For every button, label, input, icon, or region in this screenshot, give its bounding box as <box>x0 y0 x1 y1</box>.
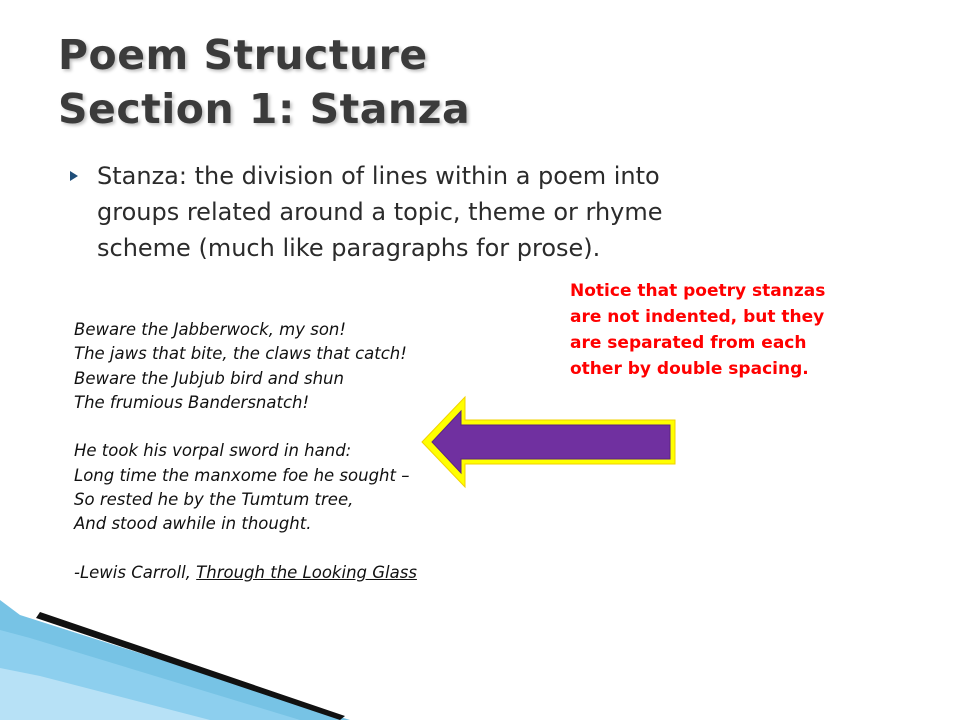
title-line-1: Poem Structure <box>58 31 428 79</box>
poem-line: Beware the Jabberwock, my son! <box>74 320 346 339</box>
definition-text: : the division of lines within a poem into <box>178 162 660 190</box>
note-line-3: are separated from each <box>570 333 807 353</box>
stanza-gap <box>74 537 554 561</box>
corner-decoration <box>0 590 360 720</box>
note-line-1: Notice that poetry stanzas <box>570 281 826 301</box>
triangle-bullet-icon <box>70 171 78 181</box>
definition-line-3: scheme (much like paragraphs for prose). <box>97 234 601 262</box>
note-line-4: other by double spacing. <box>570 359 809 379</box>
poem-attribution <box>74 561 554 585</box>
poem-line: The frumious Bandersnatch! <box>74 392 310 412</box>
definition-line-2: groups related around a topic, theme or rhyme <box>97 198 663 226</box>
definition-bullet <box>70 158 890 266</box>
poem-line: He took his vorpal sword in hand: <box>74 441 352 461</box>
note-line-2: are not indented, but they <box>570 307 825 327</box>
attribution-author: -Lewis Carroll, <box>74 562 197 582</box>
poem-line: Beware the Jubjub bird and shun <box>74 368 344 388</box>
title-line-2: Section 1: Stanza <box>58 85 471 133</box>
poem-line: Long time the manxome foe he sought – <box>74 465 410 485</box>
definition-line-1 <box>97 158 890 194</box>
poem-line: The jaws that bite, the claws that catch! <box>74 344 407 364</box>
stanza-note <box>570 278 870 382</box>
definition-term: Stanza <box>97 162 179 190</box>
slide-title <box>58 28 470 136</box>
left-arrow-icon <box>420 392 680 492</box>
attribution-book-title: Through the Looking Glass <box>196 562 417 582</box>
poem-line: And stood awhile in thought. <box>74 514 312 534</box>
poem-line: So rested he by the Tumtum tree, <box>74 490 354 510</box>
